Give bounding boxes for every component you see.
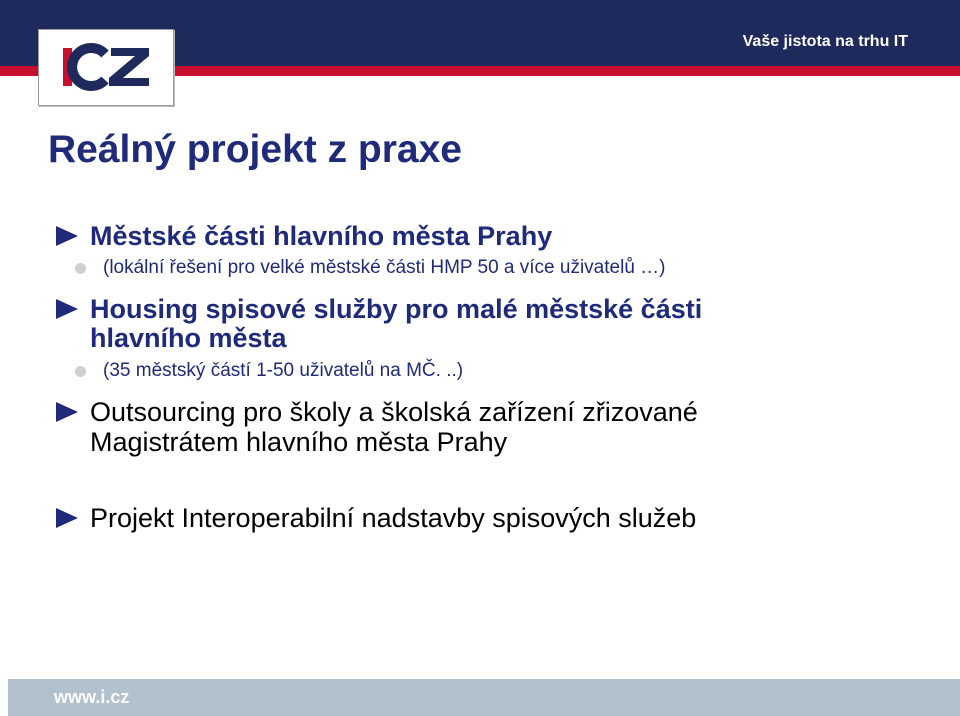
arrow-bullet-icon — [56, 299, 78, 319]
icz-logo-mark — [39, 30, 173, 105]
dot-bullet-icon — [75, 366, 86, 377]
arrow-bullet-icon — [56, 226, 78, 246]
bullet-label-line1: Outsourcing pro školy a školská zařízení zřizované — [90, 397, 698, 427]
arrow-bullet-icon — [56, 402, 78, 422]
bullet-label-line2: Magistrátem hlavního města Prahy — [90, 427, 508, 457]
icz-logo — [38, 29, 174, 106]
dot-bullet-icon — [75, 263, 86, 274]
header-tagline: Vaše jistota na trhu IT — [742, 33, 908, 50]
bullet-label-line2: hlavního města — [90, 323, 287, 353]
sub-bullet — [103, 360, 463, 382]
footer-url: www.i.cz — [54, 687, 130, 707]
sub-bullet — [103, 257, 666, 279]
bullet-label: Projekt Interoperabilní nadstavby spisových služeb — [90, 503, 697, 533]
bullet-label-line1: Housing spisové služby pro malé městské části — [90, 294, 703, 324]
arrow-bullet-icon — [56, 508, 78, 528]
sub-bullet-text: (lokální řešení pro velké městské části HMP 50 a více uživatelů …) — [103, 257, 666, 278]
slide-title: Reálný projekt z praxe — [48, 128, 462, 171]
footer-bar — [8, 679, 960, 716]
bullet-label: Městské části hlavního města Prahy — [90, 221, 553, 251]
sub-bullet-text: (35 městský částí 1-50 uživatelů na MČ. ..) — [103, 360, 464, 381]
